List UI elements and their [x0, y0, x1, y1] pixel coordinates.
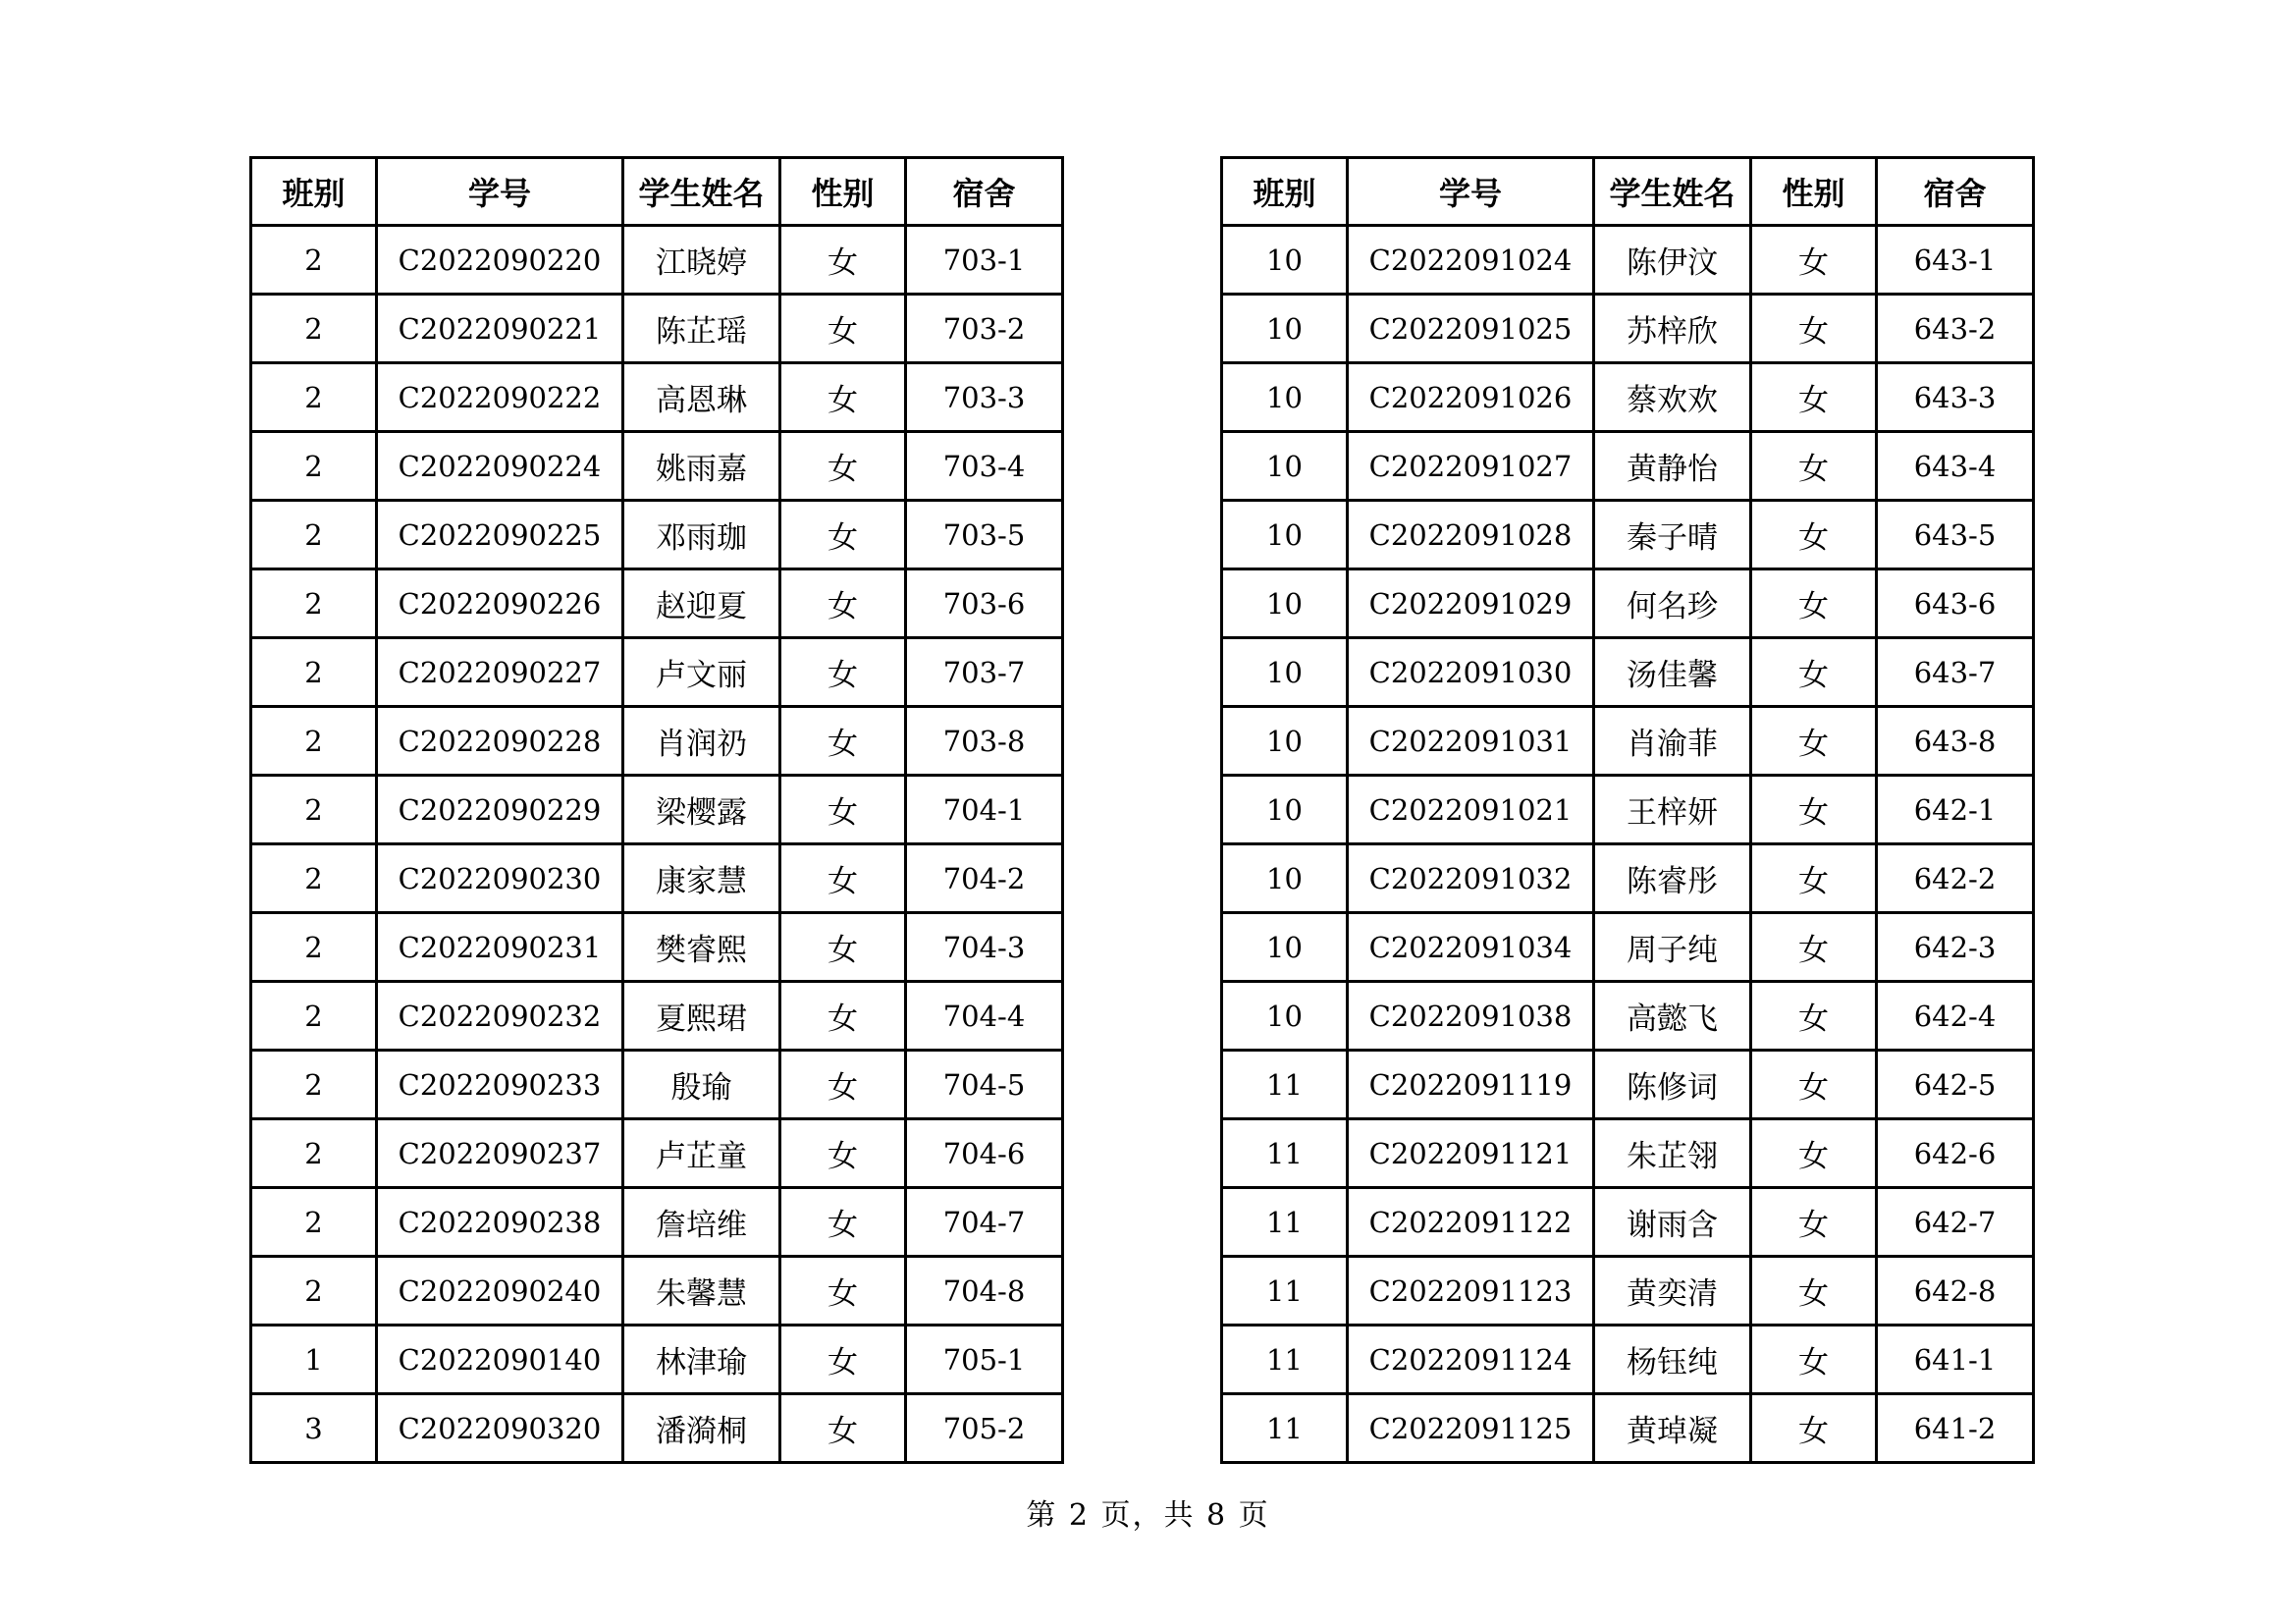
cell-gender: 女 [1751, 1257, 1877, 1326]
cell-student-id: C2022091031 [1348, 707, 1594, 776]
cell-gender: 女 [780, 1051, 906, 1119]
cell-class: 10 [1222, 501, 1348, 569]
cell-class: 10 [1222, 638, 1348, 707]
cell-student-id: C2022090233 [377, 1051, 623, 1119]
cell-name: 卢文丽 [623, 638, 780, 707]
cell-name: 康家慧 [623, 844, 780, 913]
cell-dorm: 704-2 [906, 844, 1063, 913]
table-row [251, 638, 1063, 707]
cell-name: 肖润礽 [623, 707, 780, 776]
cell-dorm: 643-2 [1877, 295, 2034, 363]
roster-body-right [1222, 226, 2034, 1463]
cell-name: 殷瑜 [623, 1051, 780, 1119]
cell-name: 陈伊汶 [1594, 226, 1751, 295]
cell-student-id: C2022091119 [1348, 1051, 1594, 1119]
cell-gender: 女 [780, 363, 906, 432]
cell-dorm: 704-1 [906, 776, 1063, 844]
cell-gender: 女 [780, 913, 906, 982]
cell-dorm: 703-3 [906, 363, 1063, 432]
cell-class: 11 [1222, 1394, 1348, 1463]
cell-name: 黄琸凝 [1594, 1394, 1751, 1463]
cell-dorm: 641-1 [1877, 1326, 2034, 1394]
cell-student-id: C2022091026 [1348, 363, 1594, 432]
table-row [251, 432, 1063, 501]
cell-name: 林津瑜 [623, 1326, 780, 1394]
table-row [251, 1326, 1063, 1394]
cell-class: 2 [251, 1257, 377, 1326]
table-row [1222, 1188, 2034, 1257]
cell-class: 2 [251, 1188, 377, 1257]
cell-student-id: C2022090229 [377, 776, 623, 844]
cell-dorm: 642-1 [1877, 776, 2034, 844]
cell-dorm: 642-2 [1877, 844, 2034, 913]
cell-student-id: C2022090230 [377, 844, 623, 913]
table-row [251, 1051, 1063, 1119]
table-row [1222, 1326, 2034, 1394]
cell-student-id: C2022091028 [1348, 501, 1594, 569]
cell-student-id: C2022091038 [1348, 982, 1594, 1051]
table-row [1222, 1394, 2034, 1463]
cell-dorm: 705-1 [906, 1326, 1063, 1394]
cell-student-id: C2022090232 [377, 982, 623, 1051]
cell-dorm: 641-2 [1877, 1394, 2034, 1463]
cell-name: 肖渝菲 [1594, 707, 1751, 776]
cell-class: 11 [1222, 1119, 1348, 1188]
cell-student-id: C2022090240 [377, 1257, 623, 1326]
cell-class: 2 [251, 913, 377, 982]
cell-name: 秦子晴 [1594, 501, 1751, 569]
cell-class: 10 [1222, 569, 1348, 638]
cell-class: 1 [251, 1326, 377, 1394]
cell-gender: 女 [780, 707, 906, 776]
cell-student-id: C2022090221 [377, 295, 623, 363]
cell-gender: 女 [1751, 363, 1877, 432]
cell-name: 高懿飞 [1594, 982, 1751, 1051]
cell-gender: 女 [780, 432, 906, 501]
cell-class: 2 [251, 363, 377, 432]
cell-name: 黄静怡 [1594, 432, 1751, 501]
cell-gender: 女 [1751, 1326, 1877, 1394]
cell-gender: 女 [780, 501, 906, 569]
cell-name: 杨钰纯 [1594, 1326, 1751, 1394]
cell-dorm: 643-6 [1877, 569, 2034, 638]
table-row [1222, 1119, 2034, 1188]
cell-class: 2 [251, 295, 377, 363]
cell-student-id: C2022091030 [1348, 638, 1594, 707]
cell-name: 姚雨嘉 [623, 432, 780, 501]
header-row [251, 158, 1063, 226]
cell-class: 2 [251, 501, 377, 569]
cell-gender: 女 [780, 1188, 906, 1257]
table-row [1222, 707, 2034, 776]
header-name: 学生姓名 [1594, 158, 1751, 226]
cell-gender: 女 [1751, 707, 1877, 776]
cell-gender: 女 [1751, 295, 1877, 363]
cell-gender: 女 [780, 638, 906, 707]
cell-gender: 女 [1751, 501, 1877, 569]
cell-dorm: 643-4 [1877, 432, 2034, 501]
cell-student-id: C2022090238 [377, 1188, 623, 1257]
cell-name: 何名珍 [1594, 569, 1751, 638]
cell-gender: 女 [780, 295, 906, 363]
table-row [251, 913, 1063, 982]
cell-class: 11 [1222, 1326, 1348, 1394]
cell-class: 10 [1222, 363, 1348, 432]
header-class: 班别 [251, 158, 377, 226]
cell-gender: 女 [1751, 913, 1877, 982]
cell-dorm: 643-8 [1877, 707, 2034, 776]
table-row [251, 982, 1063, 1051]
header-class: 班别 [1222, 158, 1348, 226]
cell-gender: 女 [1751, 226, 1877, 295]
cell-class: 10 [1222, 226, 1348, 295]
cell-dorm: 643-1 [1877, 226, 2034, 295]
cell-name: 夏熙珺 [623, 982, 780, 1051]
cell-gender: 女 [780, 569, 906, 638]
table-row [251, 501, 1063, 569]
header-gender: 性别 [780, 158, 906, 226]
cell-gender: 女 [780, 982, 906, 1051]
header-name: 学生姓名 [623, 158, 780, 226]
header-dorm: 宿舍 [1877, 158, 2034, 226]
cell-student-id: C2022091123 [1348, 1257, 1594, 1326]
cell-gender: 女 [1751, 1119, 1877, 1188]
cell-gender: 女 [780, 844, 906, 913]
cell-student-id: C2022090140 [377, 1326, 623, 1394]
cell-name: 樊睿熙 [623, 913, 780, 982]
table-row [251, 295, 1063, 363]
cell-name: 谢雨含 [1594, 1188, 1751, 1257]
table-row [251, 226, 1063, 295]
cell-class: 11 [1222, 1188, 1348, 1257]
cell-gender: 女 [1751, 982, 1877, 1051]
cell-class: 10 [1222, 913, 1348, 982]
cell-student-id: C2022090237 [377, 1119, 623, 1188]
cell-student-id: C2022090228 [377, 707, 623, 776]
cell-student-id: C2022091032 [1348, 844, 1594, 913]
cell-student-id: C2022091021 [1348, 776, 1594, 844]
cell-dorm: 705-2 [906, 1394, 1063, 1463]
cell-dorm: 642-6 [1877, 1119, 2034, 1188]
cell-dorm: 642-7 [1877, 1188, 2034, 1257]
cell-name: 朱芷翎 [1594, 1119, 1751, 1188]
table-row [1222, 982, 2034, 1051]
cell-name: 江晓婷 [623, 226, 780, 295]
cell-class: 2 [251, 569, 377, 638]
table-row [1222, 638, 2034, 707]
cell-name: 周子纯 [1594, 913, 1751, 982]
cell-dorm: 704-4 [906, 982, 1063, 1051]
cell-student-id: C2022091124 [1348, 1326, 1594, 1394]
cell-gender: 女 [1751, 432, 1877, 501]
cell-dorm: 704-8 [906, 1257, 1063, 1326]
roster-table-right [1220, 156, 2035, 1464]
cell-student-id: C2022091034 [1348, 913, 1594, 982]
cell-name: 汤佳馨 [1594, 638, 1751, 707]
table-row [1222, 1051, 2034, 1119]
cell-dorm: 703-5 [906, 501, 1063, 569]
cell-class: 2 [251, 844, 377, 913]
table-row [1222, 501, 2034, 569]
table-row [251, 1257, 1063, 1326]
cell-dorm: 703-6 [906, 569, 1063, 638]
cell-student-id: C2022091027 [1348, 432, 1594, 501]
cell-student-id: C2022091122 [1348, 1188, 1594, 1257]
cell-student-id: C2022091024 [1348, 226, 1594, 295]
cell-student-id: C2022090226 [377, 569, 623, 638]
cell-gender: 女 [1751, 776, 1877, 844]
cell-student-id: C2022090225 [377, 501, 623, 569]
cell-dorm: 703-1 [906, 226, 1063, 295]
cell-dorm: 703-7 [906, 638, 1063, 707]
table-row [1222, 295, 2034, 363]
cell-gender: 女 [780, 776, 906, 844]
cell-student-id: C2022091025 [1348, 295, 1594, 363]
cell-gender: 女 [780, 226, 906, 295]
cell-gender: 女 [1751, 1188, 1877, 1257]
header-student-id: 学号 [1348, 158, 1594, 226]
cell-name: 陈修词 [1594, 1051, 1751, 1119]
cell-dorm: 642-5 [1877, 1051, 2034, 1119]
table-row [1222, 913, 2034, 982]
cell-gender: 女 [780, 1326, 906, 1394]
cell-class: 2 [251, 1051, 377, 1119]
cell-name: 赵迎夏 [623, 569, 780, 638]
table-row [251, 1188, 1063, 1257]
cell-class: 2 [251, 432, 377, 501]
cell-name: 蔡欢欢 [1594, 363, 1751, 432]
header-student-id: 学号 [377, 158, 623, 226]
cell-student-id: C2022091029 [1348, 569, 1594, 638]
cell-gender: 女 [1751, 1051, 1877, 1119]
table-row [251, 707, 1063, 776]
table-row [1222, 226, 2034, 295]
cell-student-id: C2022090231 [377, 913, 623, 982]
cell-name: 潘漪桐 [623, 1394, 780, 1463]
cell-dorm: 642-8 [1877, 1257, 2034, 1326]
table-row [1222, 363, 2034, 432]
cell-student-id: C2022090227 [377, 638, 623, 707]
table-row [1222, 844, 2034, 913]
cell-dorm: 704-3 [906, 913, 1063, 982]
table-row [1222, 1257, 2034, 1326]
cell-name: 高恩琳 [623, 363, 780, 432]
cell-name: 黄奕清 [1594, 1257, 1751, 1326]
cell-name: 梁樱露 [623, 776, 780, 844]
cell-dorm: 703-4 [906, 432, 1063, 501]
cell-student-id: C2022090220 [377, 226, 623, 295]
cell-class: 11 [1222, 1051, 1348, 1119]
cell-class: 10 [1222, 982, 1348, 1051]
roster-table-left [249, 156, 1064, 1464]
table-row [251, 1394, 1063, 1463]
cell-class: 2 [251, 707, 377, 776]
cell-class: 2 [251, 776, 377, 844]
cell-gender: 女 [780, 1394, 906, 1463]
cell-class: 2 [251, 638, 377, 707]
cell-class: 3 [251, 1394, 377, 1463]
cell-dorm: 704-6 [906, 1119, 1063, 1188]
cell-class: 2 [251, 982, 377, 1051]
cell-student-id: C2022091121 [1348, 1119, 1594, 1188]
cell-student-id: C2022091125 [1348, 1394, 1594, 1463]
cell-gender: 女 [1751, 1394, 1877, 1463]
cell-class: 2 [251, 1119, 377, 1188]
cell-student-id: C2022090224 [377, 432, 623, 501]
cell-name: 邓雨珈 [623, 501, 780, 569]
cell-class: 10 [1222, 707, 1348, 776]
table-row [251, 363, 1063, 432]
cell-name: 朱馨慧 [623, 1257, 780, 1326]
table-row [251, 776, 1063, 844]
header-dorm: 宿舍 [906, 158, 1063, 226]
cell-dorm: 704-5 [906, 1051, 1063, 1119]
cell-dorm: 642-4 [1877, 982, 2034, 1051]
header-row [1222, 158, 2034, 226]
cell-dorm: 643-7 [1877, 638, 2034, 707]
cell-dorm: 703-8 [906, 707, 1063, 776]
cell-dorm: 642-3 [1877, 913, 2034, 982]
cell-gender: 女 [1751, 638, 1877, 707]
table-row [1222, 569, 2034, 638]
cell-class: 10 [1222, 776, 1348, 844]
cell-gender: 女 [1751, 569, 1877, 638]
cell-class: 10 [1222, 432, 1348, 501]
cell-name: 詹培维 [623, 1188, 780, 1257]
cell-class: 2 [251, 226, 377, 295]
cell-name: 王梓妍 [1594, 776, 1751, 844]
cell-dorm: 704-7 [906, 1188, 1063, 1257]
cell-student-id: C2022090320 [377, 1394, 623, 1463]
header-gender: 性别 [1751, 158, 1877, 226]
cell-class: 10 [1222, 844, 1348, 913]
table-row [251, 1119, 1063, 1188]
cell-gender: 女 [780, 1257, 906, 1326]
cell-name: 陈睿彤 [1594, 844, 1751, 913]
cell-dorm: 643-5 [1877, 501, 2034, 569]
roster-body-left [251, 226, 1063, 1463]
table-row [1222, 432, 2034, 501]
cell-class: 11 [1222, 1257, 1348, 1326]
cell-name: 陈芷瑶 [623, 295, 780, 363]
table-row [251, 844, 1063, 913]
cell-class: 10 [1222, 295, 1348, 363]
cell-student-id: C2022090222 [377, 363, 623, 432]
cell-dorm: 643-3 [1877, 363, 2034, 432]
cell-dorm: 703-2 [906, 295, 1063, 363]
table-row [251, 569, 1063, 638]
cell-gender: 女 [1751, 844, 1877, 913]
cell-gender: 女 [780, 1119, 906, 1188]
table-row [1222, 776, 2034, 844]
page-number: 第 2 页，共 8 页 [1026, 1498, 1270, 1533]
cell-name: 卢芷童 [623, 1119, 780, 1188]
cell-name: 苏梓欣 [1594, 295, 1751, 363]
